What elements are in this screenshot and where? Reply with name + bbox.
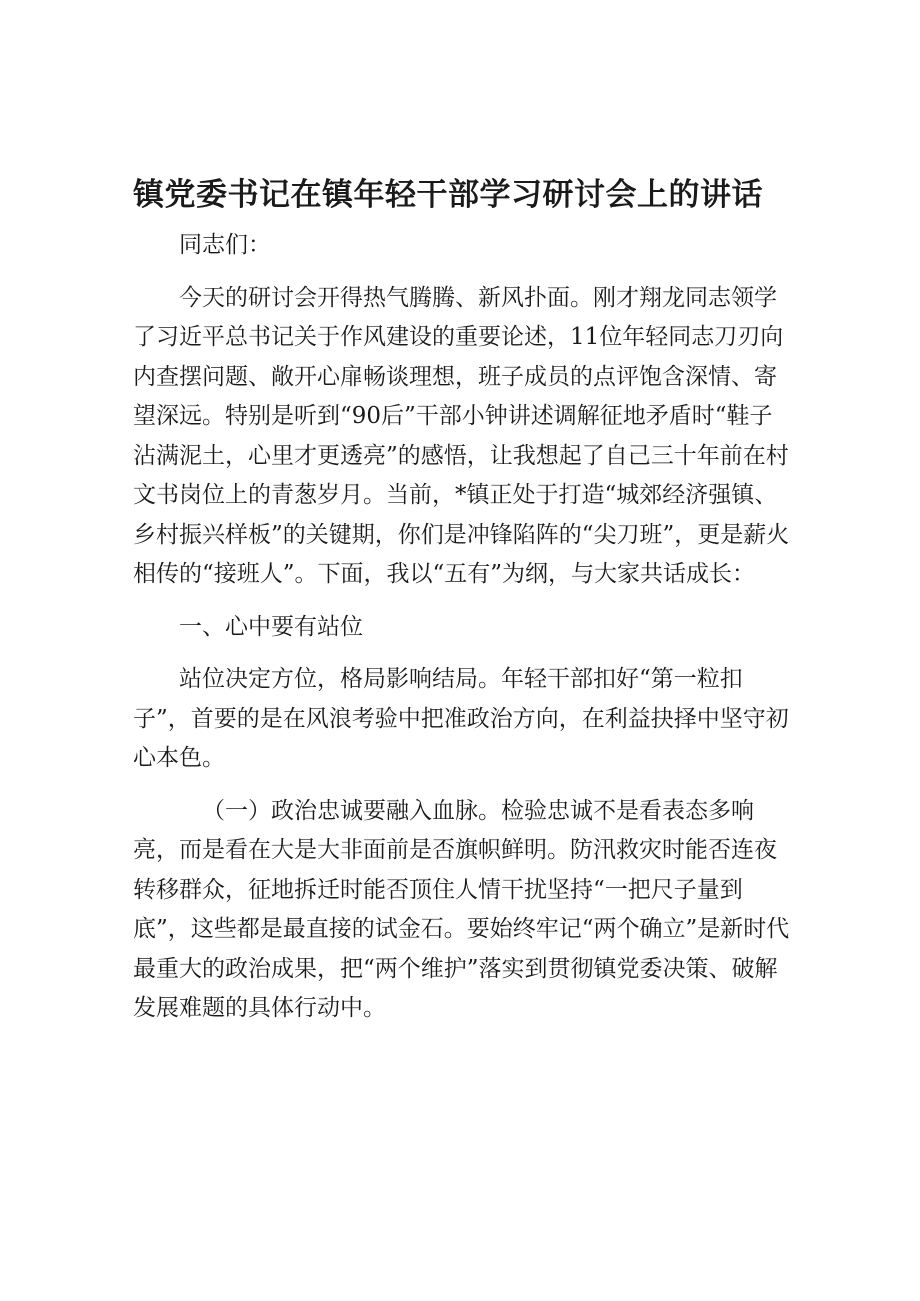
document-body bbox=[133, 226, 793, 1029]
paragraph-opening: 今天的研讨会开得热气腾腾、新风扑面。刚才翔龙同志领学了习近平总书记关于作风建设的重要论述，11位年轻同志刀刃向内查摆问题、敞开心扉畅谈理想，班子成员的点评饱含深情、寄望深远。特别是听到“90后”干部小钟讲述调解征地矛盾时“鞋子沾满泥土，心里才更透亮”的感悟，让我想起了自己三十年前在村文书岗位上的青葱岁月。当前，*镇正处于打造“城郊经济强镇、乡村振兴样板”的关键期，你们是冲锋陷阵的“尖刀班”，更是薪火相传的“接班人”。下面，我以“五有”为纲，与大家共话成长： bbox=[133, 284, 790, 587]
section-heading-1: 一、心中要有站位 bbox=[179, 613, 363, 640]
paragraph-subsection-1: （一）政治忠诚要融入血脉。检验忠诚不是看表态多响亮，而是看在大是大非面前是否旗帜鲜明。防汛救灾时能否连夜转移群众，征地拆迁时能否顶住人情干扰坚持“一把尺子量到底”，这些都是最直接的试金石。要始终牢记“两个确立”是新时代最重大的政治成果，把“两个维护”落实到贯彻镇党委决策、破解发展难题的具体行动中。 bbox=[133, 797, 790, 1021]
paragraph-section-1-intro: 站位决定方位，格局影响结局。年轻干部扣好“第一粒扣子”，首要的是在风浪考验中把准政治方向，在利益抉择中坚守初心本色。 bbox=[133, 666, 789, 771]
document-title: 镇党委书记在镇年轻干部学习研讨会上的讲话 bbox=[133, 177, 763, 213]
greeting: 同志们： bbox=[179, 232, 271, 258]
